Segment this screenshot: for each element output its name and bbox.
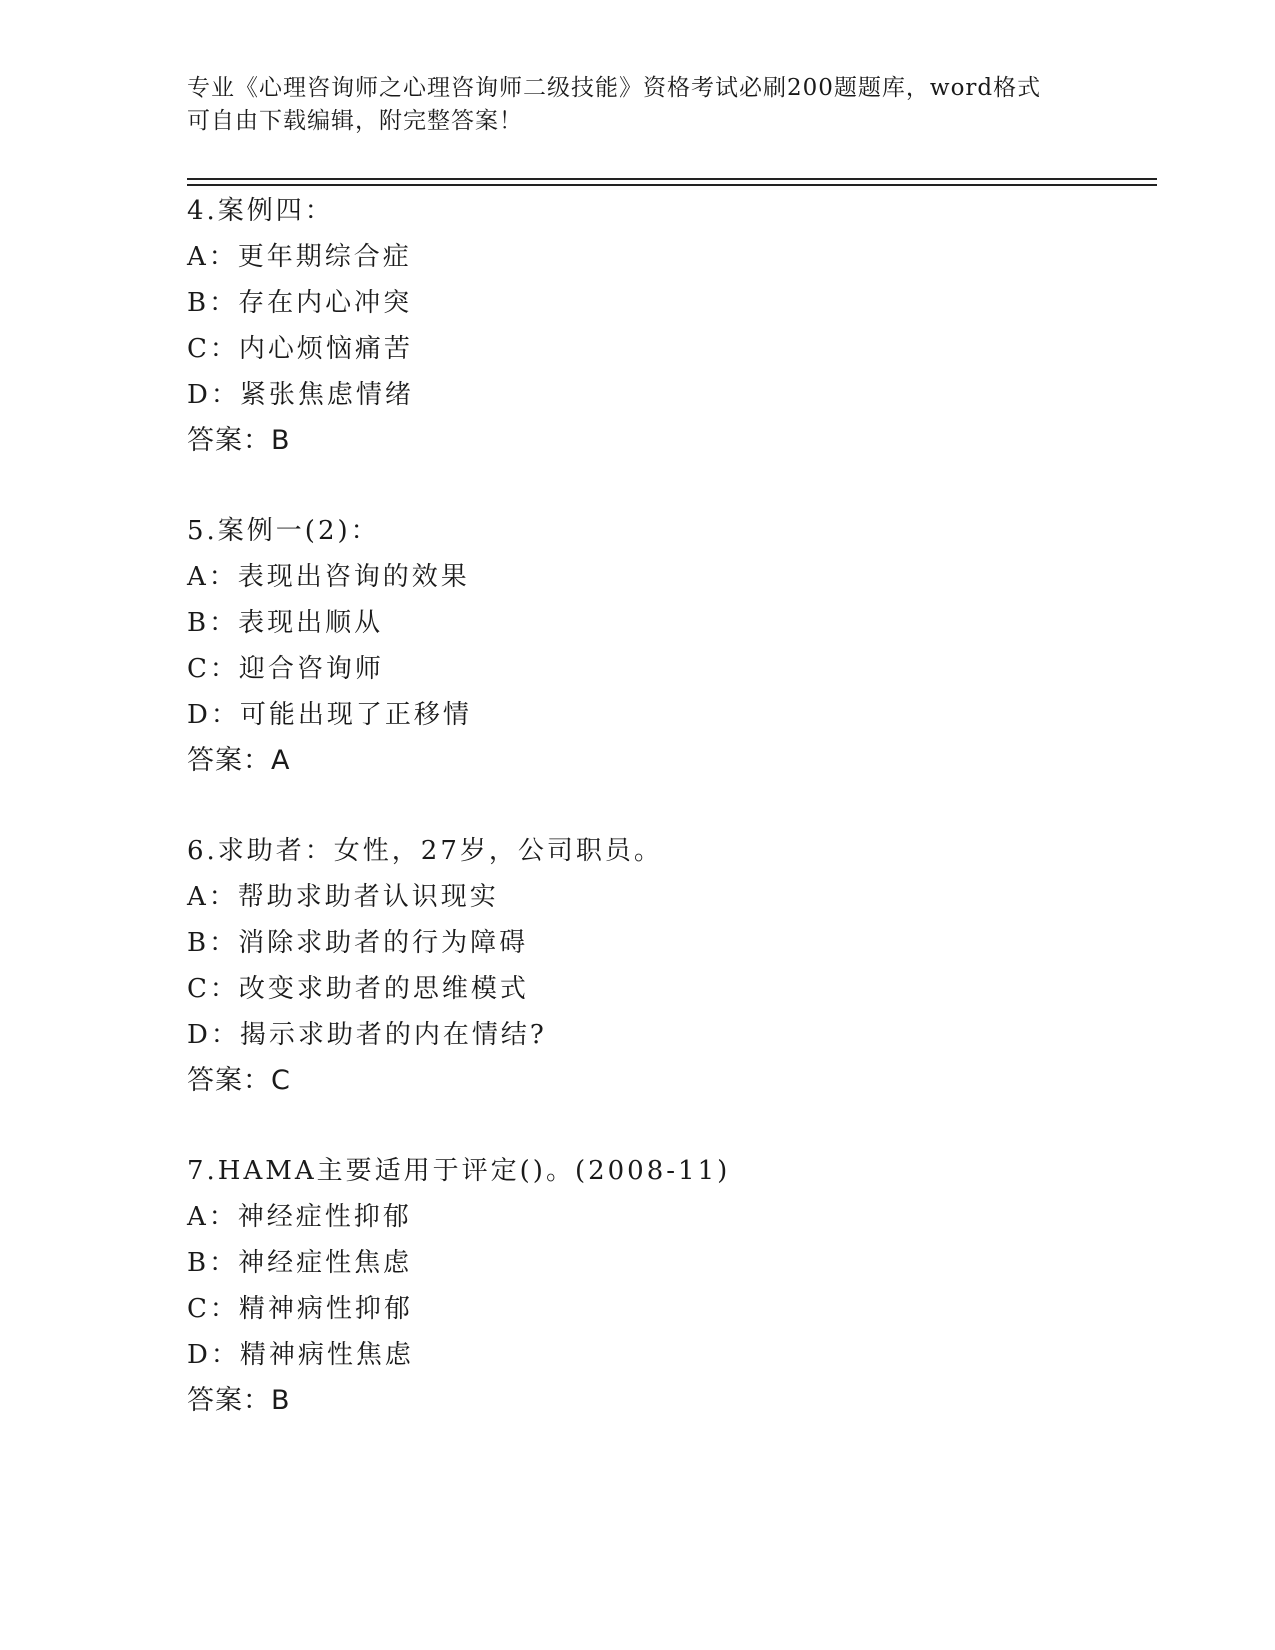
option-b: B：存在内心冲突 bbox=[187, 288, 413, 318]
answer-label: 答案：A bbox=[187, 745, 291, 776]
header-divider-bottom bbox=[187, 184, 1157, 186]
option-a: A：表现出咨询的效果 bbox=[187, 562, 470, 592]
question-stem: 7.HAMA主要适用于评定()。(2008-11) bbox=[187, 1156, 731, 1186]
header-line-1: 专业《心理咨询师之心理咨询师二级技能》资格考试必刷200题题库，word格式 bbox=[187, 75, 1042, 101]
answer-label: 答案：B bbox=[187, 425, 291, 456]
question-7 bbox=[187, 1148, 730, 1424]
question-stem: 6.求助者：女性，27岁，公司职员。 bbox=[187, 836, 663, 866]
header-line-2: 可自由下载编辑，附完整答案！ bbox=[187, 108, 523, 134]
option-b: B：消除求助者的行为障碍 bbox=[187, 928, 529, 958]
option-a: A：神经症性抑郁 bbox=[187, 1202, 412, 1232]
option-d: D：精神病性焦虑 bbox=[187, 1340, 414, 1370]
question-5 bbox=[187, 508, 472, 784]
option-c: C：精神病性抑郁 bbox=[187, 1294, 413, 1324]
option-d: D：揭示求助者的内在情结? bbox=[187, 1020, 547, 1050]
option-c: C：内心烦恼痛苦 bbox=[187, 334, 413, 364]
option-a: A：帮助求助者认识现实 bbox=[187, 882, 499, 912]
option-b: B：神经症性焦虑 bbox=[187, 1248, 413, 1278]
question-6 bbox=[187, 828, 663, 1104]
document-header bbox=[187, 72, 1087, 138]
option-a: A：更年期综合症 bbox=[187, 242, 412, 272]
answer-label: 答案：B bbox=[187, 1385, 291, 1416]
option-c: C：迎合咨询师 bbox=[187, 654, 384, 684]
option-c: C：改变求助者的思维模式 bbox=[187, 974, 529, 1004]
question-stem: 4.案例四： bbox=[187, 196, 334, 226]
answer-label: 答案：C bbox=[187, 1065, 291, 1096]
question-4 bbox=[187, 188, 414, 464]
option-d: D：紧张焦虑情绪 bbox=[187, 380, 414, 410]
header-divider-top bbox=[187, 178, 1157, 180]
option-d: D：可能出现了正移情 bbox=[187, 700, 472, 730]
option-b: B：表现出顺从 bbox=[187, 608, 384, 638]
question-stem: 5.案例一(2)： bbox=[187, 516, 380, 546]
